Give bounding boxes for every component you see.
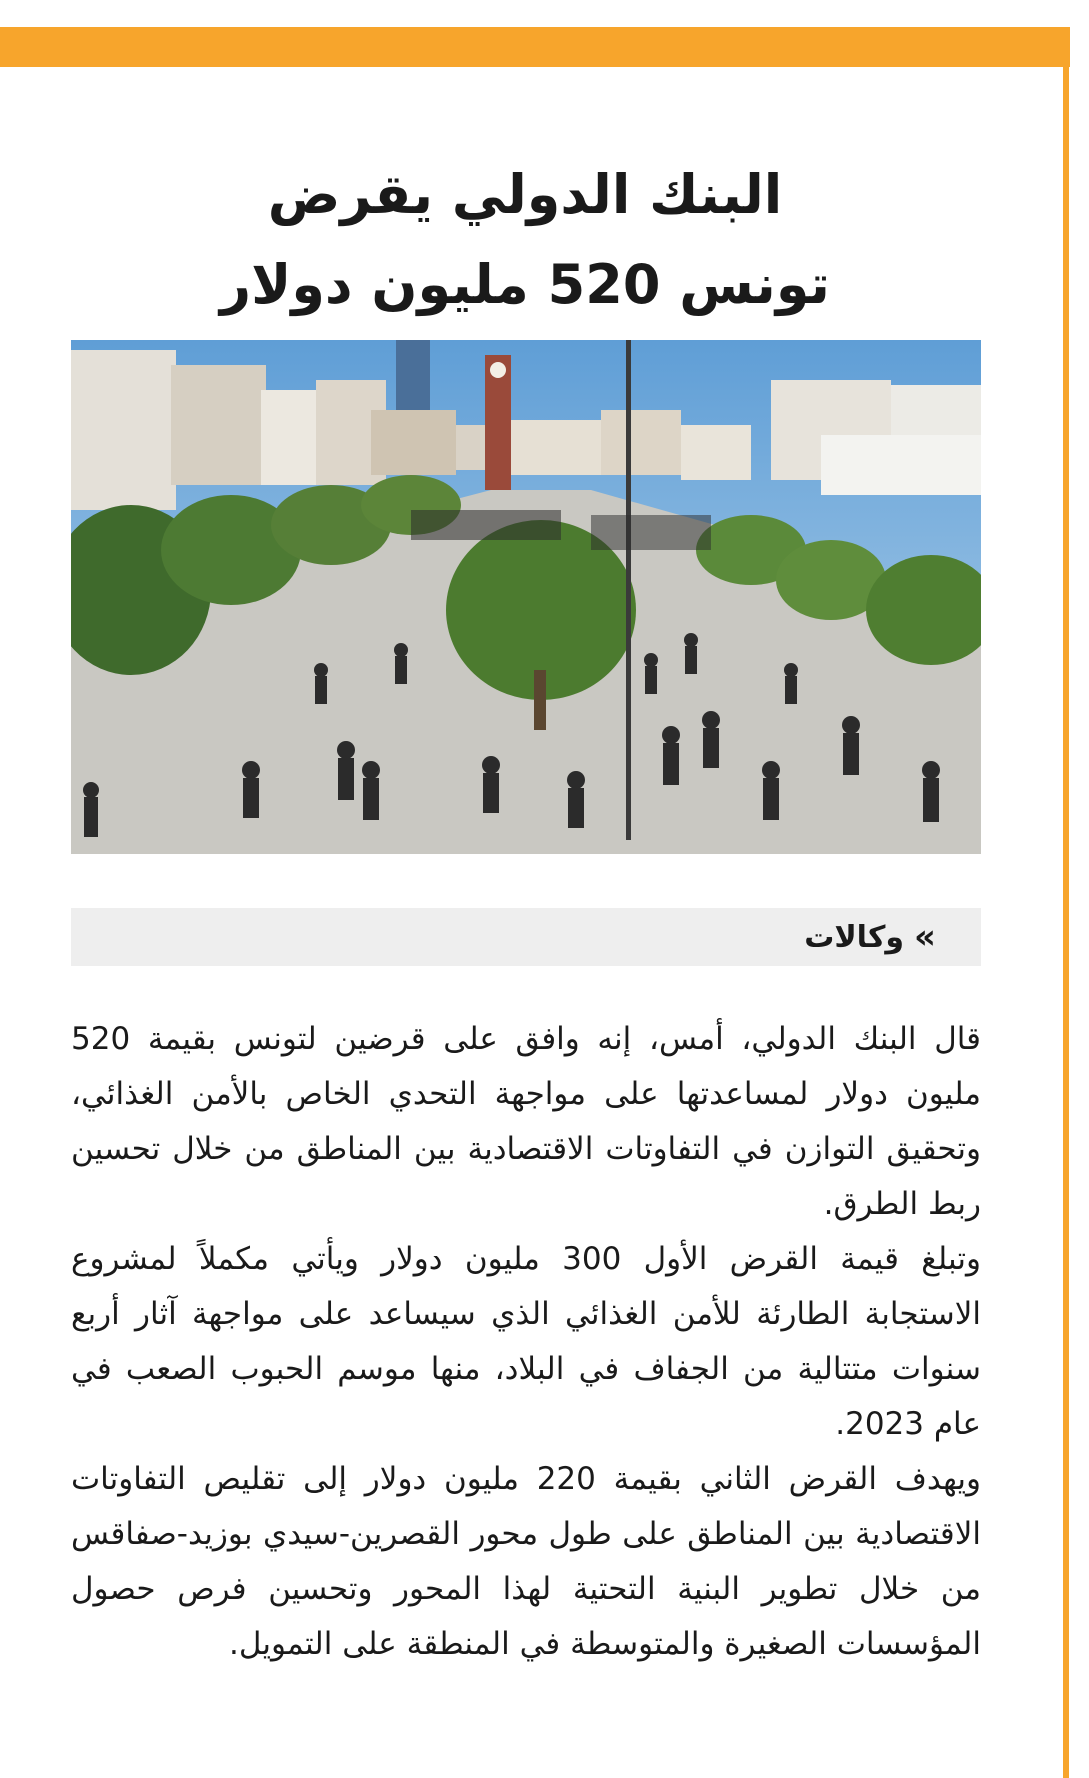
paragraph-1: قال البنك الدولي، أمس، إنه وافق على قرضين لتونس بقيمة 520 مليون دولار لمساعدتها على مواجهة التحدي الخاص بالأمن الغذائي، وتحقيق التوازن في التفاوتات الاقتصادية بين المناطق من خلال تحسين ربط الطرق. [71, 1021, 981, 1222]
headline-line-1: البنك الدولي يقرض [267, 163, 783, 226]
article-photo [71, 340, 981, 854]
source-bar [71, 908, 981, 966]
paragraph-2: وتبلغ قيمة القرض الأول 300 مليون دولار ويأتي مكملاً لمشروع الاستجابة الطارئة للأمن الغذائي الذي سيساعد على مواجهة آثار أربع سنوات متتالية من الجفاف في البلاد، منها موسم الحبوب الصعب في عام 2023. [71, 1241, 981, 1442]
article-body [71, 1012, 981, 1672]
top-accent-bar [0, 27, 1070, 67]
source-label: وكالات [804, 919, 905, 955]
photo-street-scene [71, 340, 981, 854]
article-headline [70, 150, 980, 330]
paragraph-3: ويهدف القرض الثاني بقيمة 220 مليون دولار إلى تقليص التفاوتات الاقتصادية بين المناطق على طول محور القصرين-سيدي بوزيد-صفاقس من خلال تطوير البنية التحتية لهذا المحور وتحسين فرص حصول المؤسسات الصغيرة والمتوسطة في المنطقة على التمويل. [71, 1461, 981, 1662]
double-chevron-icon: » [914, 917, 936, 957]
headline-line-2: تونس 520 مليون دولار [220, 253, 830, 316]
right-accent-rule [1063, 27, 1069, 1778]
